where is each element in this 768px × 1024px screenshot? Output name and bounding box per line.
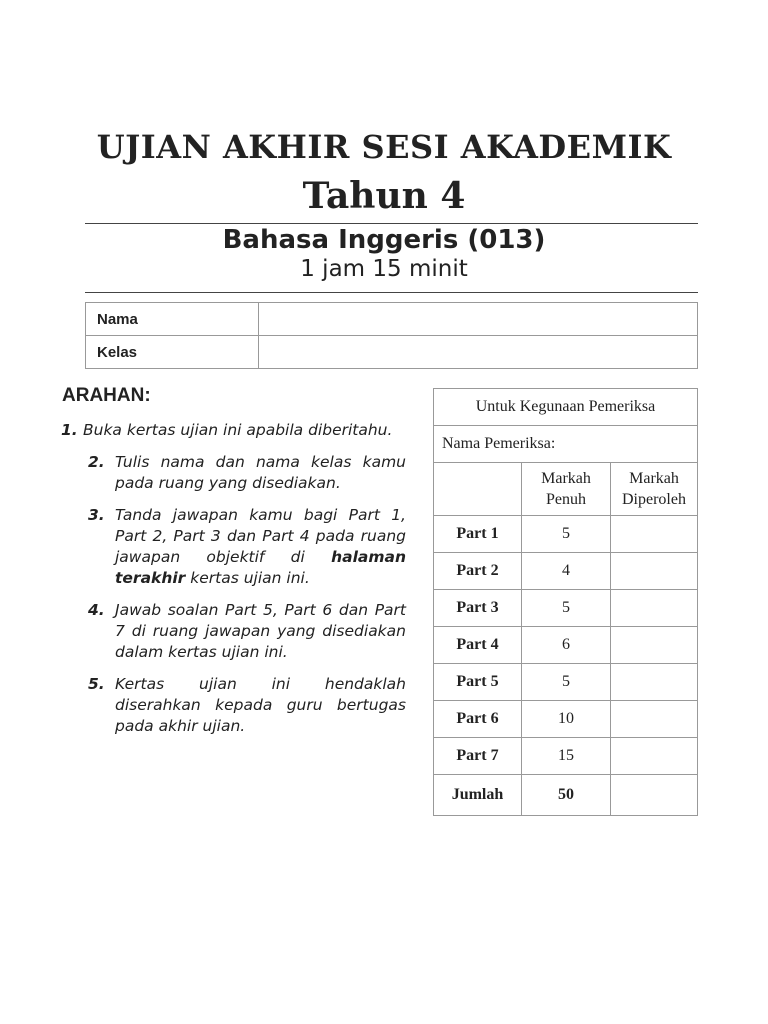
- instruction-text-part: kertas ujian ini.: [185, 569, 310, 587]
- obtained-marks-header-line: Diperoleh: [622, 491, 686, 508]
- full-mark-value: 10: [522, 701, 611, 738]
- part-label: Part 4: [434, 627, 522, 664]
- obtained-mark-cell[interactable]: [611, 738, 698, 775]
- title-divider: [85, 223, 698, 224]
- instruction-item-3: [88, 505, 406, 589]
- obtained-marks-header-line: Markah: [629, 470, 679, 487]
- full-mark-value: 5: [522, 516, 611, 553]
- total-obtained-cell[interactable]: [611, 775, 698, 816]
- part-label: Part 6: [434, 701, 522, 738]
- instruction-number: 5.: [88, 675, 105, 693]
- subject-title: Bahasa Inggeris (013): [222, 225, 546, 255]
- full-marks-header-line: Penuh: [546, 491, 586, 508]
- table-row: [434, 701, 698, 738]
- part-label: Part 3: [434, 590, 522, 627]
- examiner-name-label: Nama Pemeriksa:: [434, 426, 698, 463]
- examiner-table: [433, 388, 698, 816]
- instruction-text: Buka kertas ujian ini apabila diberitahu.: [83, 421, 393, 439]
- examiner-table-title-row: [434, 389, 698, 426]
- instruction-number: 3.: [88, 506, 105, 524]
- name-field[interactable]: [259, 303, 698, 336]
- instruction-text: Tulis nama dan nama kelas kamu pada ruang yang disediakan.: [115, 453, 406, 492]
- table-row: [434, 738, 698, 775]
- part-label: Part 5: [434, 664, 522, 701]
- full-marks-header-line: Markah: [541, 470, 591, 487]
- instruction-text: [115, 505, 406, 589]
- class-field[interactable]: [259, 336, 698, 369]
- full-mark-value: 5: [522, 590, 611, 627]
- obtained-mark-cell[interactable]: [611, 664, 698, 701]
- full-mark-value: 6: [522, 627, 611, 664]
- class-row: [86, 336, 698, 369]
- obtained-mark-cell[interactable]: [611, 627, 698, 664]
- part-label: Part 7: [434, 738, 522, 775]
- table-row: [434, 664, 698, 701]
- class-label: Kelas: [86, 336, 259, 369]
- examiner-name-row: [434, 426, 698, 463]
- table-row: [434, 516, 698, 553]
- obtained-marks-header: [611, 463, 698, 516]
- total-full-marks: 50: [522, 775, 611, 816]
- instruction-number: 4.: [88, 601, 105, 619]
- obtained-mark-cell[interactable]: [611, 701, 698, 738]
- instruction-item-1: [61, 420, 406, 441]
- obtained-mark-cell[interactable]: [611, 590, 698, 627]
- full-marks-header: [522, 463, 611, 516]
- table-row: [434, 627, 698, 664]
- full-mark-value: 5: [522, 664, 611, 701]
- instruction-item-5: [88, 674, 406, 737]
- instruction-text-part: Tanda jawapan kamu bagi Part 1, Part 2, Part 3 dan Part 4 pada ruang jawapan objektif di: [115, 506, 406, 566]
- instructions-heading: ARAHAN:: [62, 385, 151, 406]
- subject-divider: [85, 292, 698, 293]
- part-label: Part 1: [434, 516, 522, 553]
- examiner-table-title: Untuk Kegunaan Pemeriksa: [434, 389, 698, 426]
- instruction-number: 1.: [61, 421, 78, 439]
- instruction-item-4: [88, 600, 406, 663]
- total-label: Jumlah: [434, 775, 522, 816]
- instruction-text: Jawab soalan Part 5, Part 6 dan Part 7 di ruang jawapan yang disediakan dalam kertas ujian ini.: [115, 601, 406, 661]
- exam-year: Tahun 4: [302, 175, 466, 217]
- name-row: [86, 303, 698, 336]
- instruction-number: 2.: [88, 453, 105, 471]
- table-row: [434, 553, 698, 590]
- name-label: Nama: [86, 303, 259, 336]
- instruction-text-emphasis: halaman terakhir: [115, 548, 406, 587]
- student-info-table: [85, 302, 698, 369]
- table-row: [434, 590, 698, 627]
- obtained-mark-cell[interactable]: [611, 553, 698, 590]
- full-mark-value: 4: [522, 553, 611, 590]
- marks-header-blank: [434, 463, 522, 516]
- exam-title: UJIAN AKHIR SESI AKADEMIK: [96, 128, 672, 166]
- marks-header-row: [434, 463, 698, 516]
- obtained-mark-cell[interactable]: [611, 516, 698, 553]
- part-label: Part 2: [434, 553, 522, 590]
- instruction-item-2: [88, 452, 406, 494]
- instruction-text: Kertas ujian ini hendaklah diserahkan kepada guru bertugas pada akhir ujian.: [115, 675, 406, 735]
- exam-duration: 1 jam 15 minit: [300, 256, 468, 282]
- total-row: [434, 775, 698, 816]
- full-mark-value: 15: [522, 738, 611, 775]
